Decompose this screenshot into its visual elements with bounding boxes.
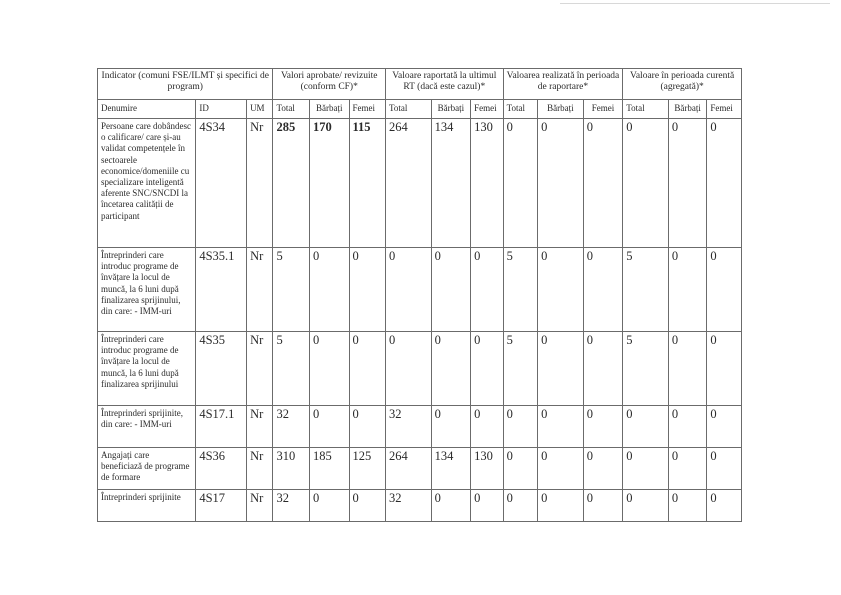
indicator-id: 4S35 xyxy=(196,332,247,406)
indicator-name: Întreprinderi care introduc programe de învățare la locul de muncă, la 6 luni după finalizarea sprijinului, din care: - IMM-uri xyxy=(98,248,196,332)
value-cell: 32 xyxy=(273,490,310,522)
subheader-barbati: Bărbați xyxy=(309,100,349,119)
value-cell: 5 xyxy=(623,332,669,406)
subheader-total: Total xyxy=(386,100,432,119)
value-cell: 130 xyxy=(471,448,503,490)
value-cell: 32 xyxy=(273,406,310,448)
value-cell: 0 xyxy=(349,332,386,406)
subheader-id: ID xyxy=(196,100,247,119)
value-cell: 115 xyxy=(349,119,386,248)
subheader-femei: Femei xyxy=(583,100,623,119)
indicator-um: Nr xyxy=(247,119,273,248)
value-cell: 0 xyxy=(623,406,669,448)
indicator-name: Persoane care dobândesc o calificare/ care și-au validat competențele în sectoarele economice/domeniile cu specializare inteligentă aferente SNC/SNCDI la încetarea calității de participant xyxy=(98,119,196,248)
value-cell: 0 xyxy=(668,406,707,448)
value-cell: 0 xyxy=(668,490,707,522)
value-cell: 0 xyxy=(386,248,432,332)
value-cell: 0 xyxy=(707,448,742,490)
value-cell: 0 xyxy=(309,406,349,448)
value-cell: 5 xyxy=(623,248,669,332)
value-cell: 0 xyxy=(431,248,471,332)
header-sub-row xyxy=(98,100,742,119)
value-cell: 0 xyxy=(503,406,537,448)
value-cell: 32 xyxy=(386,406,432,448)
header-group-row xyxy=(98,69,742,100)
subheader-femei: Femei xyxy=(707,100,742,119)
value-cell: 0 xyxy=(349,490,386,522)
value-cell: 0 xyxy=(668,119,707,248)
header-last-report-values: Valoare raportată la ultimul RT (dacă este cazul)* xyxy=(386,69,504,100)
value-cell: 310 xyxy=(273,448,310,490)
value-cell: 0 xyxy=(503,119,537,248)
table-row xyxy=(98,332,742,406)
value-cell: 0 xyxy=(349,406,386,448)
header-indicator: Indicator (comuni FSE/ILMT și specifici de program) xyxy=(98,69,273,100)
subheader-total: Total xyxy=(503,100,537,119)
value-cell: 0 xyxy=(668,248,707,332)
value-cell: 0 xyxy=(538,248,584,332)
table-row xyxy=(98,406,742,448)
subheader-total: Total xyxy=(273,100,310,119)
value-cell: 0 xyxy=(583,332,623,406)
indicator-name: Întreprinderi sprijinite xyxy=(98,490,196,522)
value-cell: 0 xyxy=(349,248,386,332)
indicator-table xyxy=(97,68,742,522)
indicator-um: Nr xyxy=(247,406,273,448)
value-cell: 0 xyxy=(538,406,584,448)
value-cell: 0 xyxy=(707,490,742,522)
value-cell: 5 xyxy=(503,248,537,332)
header-period-realized-values: Valoarea realizată în perioada de raportare* xyxy=(503,69,623,100)
indicator-id: 4S35.1 xyxy=(196,248,247,332)
value-cell: 125 xyxy=(349,448,386,490)
indicator-name: Întreprinderi sprijinite, din care: - IMM-uri xyxy=(98,406,196,448)
value-cell: 0 xyxy=(707,119,742,248)
value-cell: 0 xyxy=(471,248,503,332)
value-cell: 5 xyxy=(273,332,310,406)
value-cell: 0 xyxy=(623,119,669,248)
value-cell: 0 xyxy=(623,490,669,522)
value-cell: 0 xyxy=(471,406,503,448)
value-cell: 0 xyxy=(538,448,584,490)
subheader-barbati: Bărbați xyxy=(431,100,471,119)
value-cell: 0 xyxy=(583,448,623,490)
value-cell: 0 xyxy=(623,448,669,490)
value-cell: 0 xyxy=(503,490,537,522)
value-cell: 0 xyxy=(668,448,707,490)
indicator-um: Nr xyxy=(247,248,273,332)
table-row xyxy=(98,448,742,490)
value-cell: 0 xyxy=(471,332,503,406)
value-cell: 0 xyxy=(386,332,432,406)
value-cell: 130 xyxy=(471,119,503,248)
value-cell: 0 xyxy=(583,119,623,248)
indicator-id: 4S34 xyxy=(196,119,247,248)
subheader-barbati: Bărbați xyxy=(668,100,707,119)
value-cell: 0 xyxy=(707,332,742,406)
value-cell: 0 xyxy=(538,490,584,522)
indicator-id: 4S36 xyxy=(196,448,247,490)
value-cell: 134 xyxy=(431,119,471,248)
value-cell: 0 xyxy=(707,406,742,448)
value-cell: 5 xyxy=(273,248,310,332)
value-cell: 134 xyxy=(431,448,471,490)
value-cell: 264 xyxy=(386,448,432,490)
value-cell: 0 xyxy=(538,119,584,248)
value-cell: 0 xyxy=(309,490,349,522)
value-cell: 0 xyxy=(309,332,349,406)
value-cell: 0 xyxy=(471,490,503,522)
value-cell: 0 xyxy=(583,490,623,522)
value-cell: 170 xyxy=(309,119,349,248)
table-row xyxy=(98,490,742,522)
table-row xyxy=(98,248,742,332)
indicator-name: Întreprinderi care introduc programe de învățare la locul de muncă, la 6 luni după finalizarea sprijinului xyxy=(98,332,196,406)
indicator-um: Nr xyxy=(247,448,273,490)
subheader-denumire: Denumire xyxy=(98,100,196,119)
subheader-total: Total xyxy=(623,100,669,119)
indicator-um: Nr xyxy=(247,332,273,406)
header-approved-values: Valori aprobate/ revizuite (conform CF)* xyxy=(273,69,386,100)
value-cell: 0 xyxy=(503,448,537,490)
value-cell: 32 xyxy=(386,490,432,522)
value-cell: 0 xyxy=(707,248,742,332)
value-cell: 0 xyxy=(583,406,623,448)
subheader-femei: Femei xyxy=(349,100,386,119)
header-current-aggregated-values: Valoare în perioada curentă (agregată)* xyxy=(623,69,742,100)
indicator-id: 4S17.1 xyxy=(196,406,247,448)
value-cell: 0 xyxy=(431,332,471,406)
value-cell: 0 xyxy=(583,248,623,332)
value-cell: 0 xyxy=(431,490,471,522)
indicator-name: Angajați care beneficiază de programe de formare xyxy=(98,448,196,490)
subheader-barbati: Bărbați xyxy=(538,100,584,119)
value-cell: 0 xyxy=(309,248,349,332)
value-cell: 5 xyxy=(503,332,537,406)
value-cell: 185 xyxy=(309,448,349,490)
table-row xyxy=(98,119,742,248)
subheader-um: UM xyxy=(247,100,273,119)
value-cell: 0 xyxy=(431,406,471,448)
value-cell: 0 xyxy=(538,332,584,406)
value-cell: 0 xyxy=(668,332,707,406)
page-edge-line xyxy=(560,3,830,4)
subheader-femei: Femei xyxy=(471,100,503,119)
value-cell: 285 xyxy=(273,119,310,248)
value-cell: 264 xyxy=(386,119,432,248)
indicator-id: 4S17 xyxy=(196,490,247,522)
indicator-um: Nr xyxy=(247,490,273,522)
